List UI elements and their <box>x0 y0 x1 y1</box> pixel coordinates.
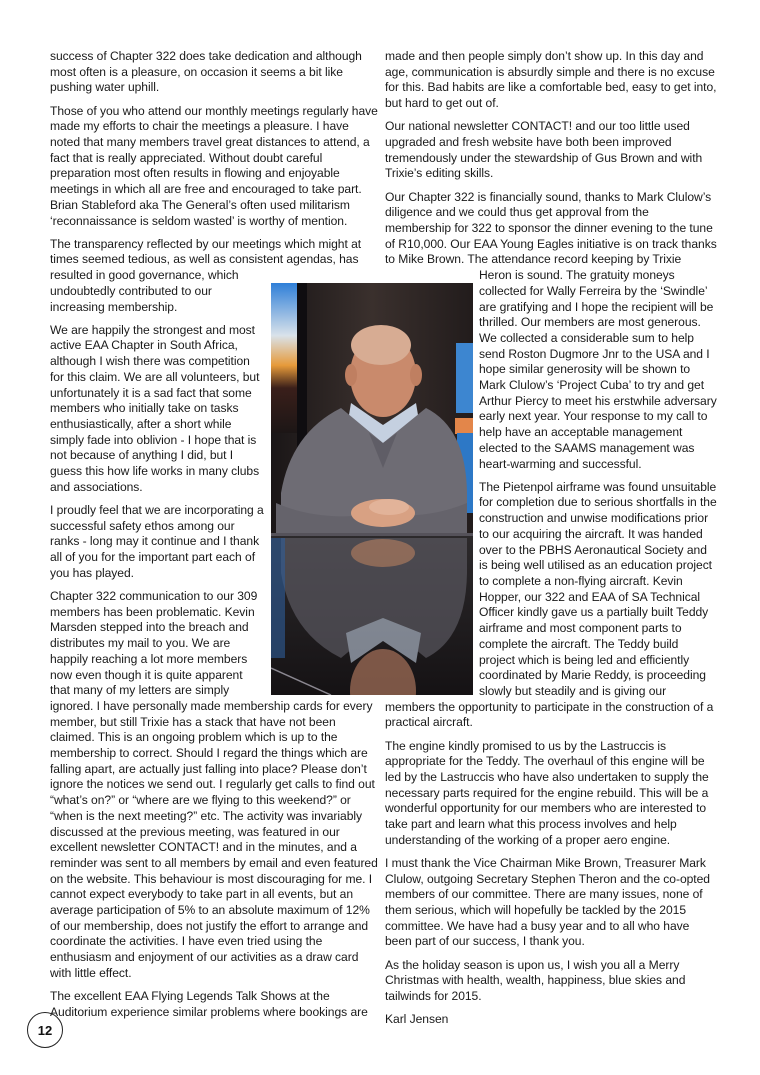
paragraph: As the holiday season is upon us, I wish you all a Merry Christmas with health, wealth, happiness, blue skies and tailwinds for 2015. <box>385 957 686 1004</box>
paragraph: success of Chapter 322 does take dedication and although most often is a pleasure, on occasion it seems a bit like pushing water uphill. <box>50 49 362 95</box>
paragraph: Those of you who attend our monthly meetings regularly have made my efforts to chair the meetings a pleasure. I have noted that many members travel great distances to attend, a fact that is really appreciated. Without doubt careful preparation most often results in flowing and enjoyable meetings in which all are free and encouraged to take part. Brian Stableford aka The General’s often used militarism ‘reconnaissance is seldom wasted’ is worthy of mention. <box>50 103 378 228</box>
paragraph: I must thank the Vice Chairman Mike Brown, Treasurer Mark Clulow, outgoing Secretary Stephen Theron and the co-opted members of our committee. There are many issues, none of them serious, which will hopefully be tackled by the 2015 committee. We have had a busy year and to all who have been part of our success, I thank you. <box>385 855 710 949</box>
page-number <box>27 1012 63 1048</box>
paragraph: Our national newsletter CONTACT! and our too little used upgraded and fresh website have both been improved tremendously under the stewardship of Gus Brown and with Trixie’s editing skills. <box>385 119 703 181</box>
right-column <box>385 49 717 1035</box>
paragraph: Chapter 322 communication to our 309 members has been problematic. Kevin Marsden stepped into the breach and distributes my mail to you. We are happily reaching a lot more members now even though it is quite apparent that many of my letters are simply ignored. I have personally made membership cards for every member, but still Trixie has a stack that have not been claimed. This is an ongoing problem which is up to the membership to correct. Should I regard the things which are falling apart, are actually just falling into place? Please don’t ignore the notices we send out. I regularly get calls to find out “what’s on?” or “where are we flying to this weekend?” or “when is the next meeting?” etc. The activity was invariably discussed at the previous meeting, was featured in our excellent newsletter CONTACT! and in the minutes, and a reminder was sent to all members by email and even featured on the website. This behaviour is most discouraging for me. I cannot expect everybody to take part in all events, but an average participation of 5% to an absolute maximum of 12% of our membership, does not justify the effort to arrange and coordinate the activities. I have even tried using the enthusiasm and enjoyment of our activities as a draw card with little effect. <box>50 589 378 980</box>
paragraph: The excellent EAA Flying Legends Talk Shows at the Auditorium experience similar problems where bookings are <box>50 989 368 1019</box>
paragraph: I proudly feel that we are incorporating a successful safety ethos among our ranks - long may it continue and I thank all of you for the important part each of you has played. <box>50 502 264 580</box>
signature: Karl Jensen <box>385 1012 449 1027</box>
paragraph: The engine kindly promised to us by the Lastruccis is appropriate for the Teddy. The overhaul of this engine will be led by the Lastruccis who have also undertaken to supply the necessary parts required for the engine rebuild. This will be a wonderful opportunity for our members who are interested to take part and learn what this process involves and help understanding of the working of a proper aero engine. <box>385 738 709 847</box>
page-number-text: 12 <box>37 1022 53 1038</box>
left-column <box>50 49 380 1028</box>
paragraph: We are happily the strongest and most active EAA Chapter in South Africa, although I wish there was competition for this claim. We are all volunteers, but unfortunately it is a sad fact that some members who initially take on tasks enthusiastically, after a short while simply fade into oblivion - I hope that is not because of anything I did, but I guess this how life works in many clubs and associations. <box>50 322 260 494</box>
paragraph-text: The transparency reflected by our meetings which might at times seemed tedious, as well as consistent agendas, has resulted in good governance, which undoubtedly contributed to our increasing membership. <box>50 236 362 314</box>
paragraph: The Pietenpol airframe was found unsuitable for completion due to serious shortfalls in the construction and unwise modifications prior to our acquiring the aircraft. It was handed over to the PBHS Aeronautical Society and is being well utilised as an education project to complete a non-flying aircraft. Kevin Hopper, our 322 and EAA of SA Technical Officer kindly gave us a partially built Teddy airframe and most component parts to complete the aircraft. The Teddy build project which is being led and efficiently coordinated by Marie Reddy, is proceeding slowly but steadily and is giving our members the opportunity to participate in the construction of a practical aircraft. <box>385 479 717 730</box>
paragraph: made and then people simply don’t show up. In this day and age, communication is absurdly simple and there is no excuse for this. Bad habits are like a comfortable bed, easy to get into, but hard to get out of. <box>385 49 717 111</box>
paragraph: Our Chapter 322 is financially sound, thanks to Mark Clulow’s diligence and we could thus get approval from the membership for 322 to sponsor the dinner evening to the tune of R10,000. Our EAA Young Eagles initiative is on track thanks to Mike Brown. The attendance record keeping by Trixie Heron is sound. The gratuity moneys collected for Wally Ferreira by the ‘Swindle’ are gratifying and I hope the recipient will be thrilled. Our members are most generous. We collected a considerable sum to help send Roston Dugmore Jnr to the USA and I hope similar generosity will be shown to Mark Clulow’s ‘Project Cuba’ to try and get Arthur Piercy to meet his erstwhile adversary early next year. Your response to my call to help have an acceptable management elected to the SAAMS management was heart-warming and successful. <box>385 189 717 471</box>
